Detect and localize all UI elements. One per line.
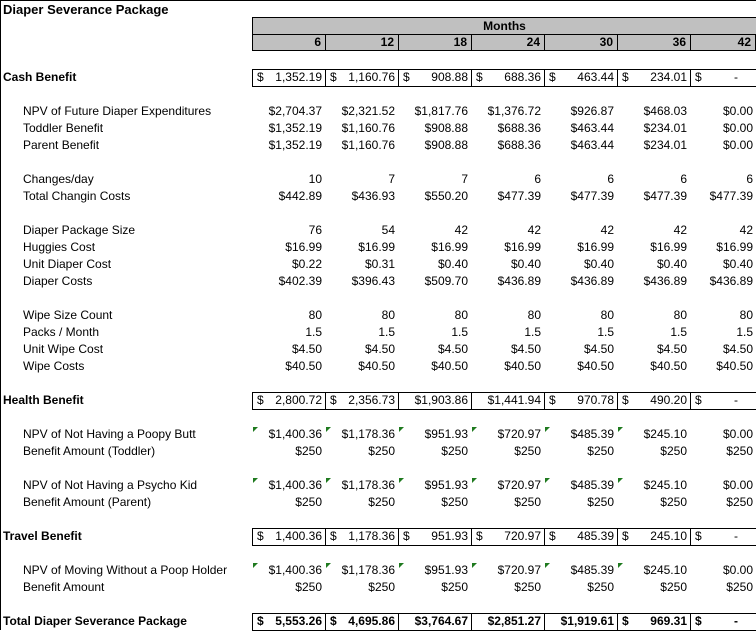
value-cell: $908.88 — [424, 121, 468, 135]
row-health-benefit — [0, 392, 756, 409]
months-header: Months — [252, 17, 756, 34]
value-cell: $250 — [295, 580, 322, 594]
value-cell: $477.39 — [709, 189, 753, 203]
value-cell: 42 — [454, 223, 468, 237]
row-unit-wipe-cost — [0, 341, 756, 358]
row-npv-future-diaper — [0, 103, 756, 120]
currency-symbol: $ — [622, 614, 629, 628]
value-cell: $4.50 — [656, 342, 687, 356]
currency-symbol: $ — [549, 70, 556, 84]
value-cell: $1,376.72 — [487, 104, 541, 118]
row-parent-benefit — [0, 137, 756, 154]
value-cell: 42 — [527, 223, 541, 237]
row-label: Wipe Costs — [23, 359, 85, 373]
value-cell: 80 — [527, 308, 541, 322]
value-cell: $250 — [441, 580, 468, 594]
value-cell: 6 — [746, 172, 753, 186]
value-cell: $463.44 — [570, 138, 614, 152]
value-cell: 42 — [673, 223, 687, 237]
value-cell: 80 — [454, 308, 468, 322]
value-cell: $688.36 — [497, 138, 541, 152]
cell-value: 970.78 — [577, 393, 614, 407]
row-diaper-package-size — [0, 222, 756, 239]
value-cell: $16.99 — [431, 240, 468, 254]
value-cell: $40.50 — [650, 359, 687, 373]
currency-symbol: $ — [403, 529, 410, 543]
value-cell: 80 — [673, 308, 687, 322]
value-cell: $4.50 — [291, 342, 322, 356]
cell-value: 485.39 — [577, 529, 614, 543]
currency-symbol: $ — [476, 529, 483, 543]
value-cell: $250 — [295, 495, 322, 509]
value-cell: $1,178.36 — [325, 562, 398, 579]
value-cell: $4.50 — [510, 342, 541, 356]
cell-value: $1,441.94 — [487, 393, 541, 407]
value-cell: $0.22 — [291, 257, 322, 271]
value-cell: $0.40 — [583, 257, 614, 271]
value-cell — [252, 393, 325, 409]
value-cell: $250 — [587, 580, 614, 594]
value-cell: $40.50 — [504, 359, 541, 373]
value-cell: $1,400.36 — [252, 562, 325, 579]
cell-value: 490.20 — [650, 393, 687, 407]
value-cell — [252, 70, 325, 86]
value-cell: $0.40 — [722, 257, 753, 271]
value-cell: $1,178.36 — [325, 426, 398, 443]
currency-symbol: $ — [622, 70, 629, 84]
value-cell — [471, 529, 544, 545]
cell-value: $1,903.86 — [414, 393, 468, 407]
value-cell: 1.5 — [451, 325, 468, 339]
value-cell: $250 — [295, 444, 322, 458]
value-cell: $436.89 — [709, 274, 753, 288]
value-cell: $951.93 — [398, 426, 471, 443]
value-cell: $40.50 — [358, 359, 395, 373]
cell-value: 1,352.19 — [275, 70, 322, 84]
value-cell: $0.00 — [722, 427, 753, 441]
value-cell: $396.43 — [351, 274, 395, 288]
value-cell — [617, 529, 690, 545]
value-cell: $250 — [660, 580, 687, 594]
cell-value: 463.44 — [577, 70, 614, 84]
value-cell: $485.39 — [544, 477, 617, 494]
value-cell — [690, 70, 756, 86]
value-cell: 1.5 — [736, 325, 753, 339]
value-cell — [325, 614, 398, 630]
value-cell: 7 — [461, 172, 468, 186]
value-cell — [471, 393, 544, 409]
value-cell: $4.50 — [722, 342, 753, 356]
value-cell: $234.01 — [643, 121, 687, 135]
cell-value: 1,160.76 — [348, 70, 395, 84]
value-cell: $485.39 — [544, 562, 617, 579]
value-cell: $250 — [587, 495, 614, 509]
row-label: Diaper Costs — [23, 274, 93, 288]
value-cell — [325, 393, 398, 409]
value-cell: 1.5 — [378, 325, 395, 339]
value-cell: $4.50 — [437, 342, 468, 356]
cell-value: $3,764.67 — [414, 614, 468, 628]
cell-value: $1,919.61 — [560, 614, 614, 628]
row-label: NPV of Not Having a Poopy Butt — [23, 427, 196, 441]
row-label: Total Diaper Severance Package — [3, 614, 187, 628]
currency-symbol: $ — [257, 529, 264, 543]
row-label: Parent Benefit — [23, 138, 100, 152]
row-wipe-size-count — [0, 307, 756, 324]
currency-symbol: $ — [549, 529, 556, 543]
value-cell: 10 — [308, 172, 322, 186]
value-cell: $250 — [441, 444, 468, 458]
cell-value: 2,800.72 — [275, 393, 322, 407]
value-cell: 54 — [381, 223, 395, 237]
value-cell — [398, 529, 471, 545]
value-cell: $234.01 — [643, 138, 687, 152]
value-cell: 7 — [388, 172, 395, 186]
row-packs-month — [0, 324, 756, 341]
value-cell — [252, 529, 325, 545]
value-cell: $4.50 — [583, 342, 614, 356]
value-cell: 1.5 — [597, 325, 614, 339]
value-cell: $16.99 — [504, 240, 541, 254]
value-cell: $720.97 — [471, 562, 544, 579]
value-cell: $550.20 — [424, 189, 468, 203]
value-cell — [398, 614, 471, 630]
currency-symbol: $ — [330, 614, 337, 628]
currency-symbol: $ — [695, 393, 702, 407]
value-cell — [325, 70, 398, 86]
row-npv-poopy-butt — [0, 426, 756, 443]
row-wipe-costs — [0, 358, 756, 375]
sheet-title: Diaper Severance Package — [3, 2, 169, 17]
month-header-cell: 24 — [471, 34, 544, 51]
value-cell: 6 — [680, 172, 687, 186]
value-cell: $250 — [726, 580, 753, 594]
value-cell: $40.50 — [716, 359, 753, 373]
value-cell: 1.5 — [670, 325, 687, 339]
cell-value: 2,356.73 — [348, 393, 395, 407]
row-npv-poop-holder — [0, 562, 756, 579]
value-cell: $245.10 — [617, 477, 690, 494]
cell-value: 720.97 — [504, 529, 541, 543]
cell-value: 1,400.36 — [275, 529, 322, 543]
row-cash-benefit — [0, 69, 756, 86]
value-cell: $16.99 — [650, 240, 687, 254]
value-cell: $1,352.19 — [268, 121, 322, 135]
value-cell: $688.36 — [497, 121, 541, 135]
value-cell: $250 — [514, 444, 541, 458]
currency-symbol: $ — [622, 393, 629, 407]
row-label: Packs / Month — [23, 325, 100, 339]
currency-symbol: $ — [695, 614, 702, 628]
value-cell: $402.39 — [278, 274, 322, 288]
value-cell — [617, 614, 690, 630]
value-cell: $250 — [441, 495, 468, 509]
row-total-severance — [0, 613, 756, 630]
row-label: Unit Wipe Cost — [23, 342, 104, 356]
currency-symbol: $ — [403, 70, 410, 84]
row-label: Health Benefit — [3, 393, 84, 407]
value-cell: $908.88 — [424, 138, 468, 152]
row-label: Changes/day — [23, 172, 94, 186]
value-cell: $0.00 — [722, 563, 753, 577]
value-cell: $0.40 — [510, 257, 541, 271]
value-cell: $2,321.52 — [341, 104, 395, 118]
value-cell — [617, 393, 690, 409]
row-label: Unit Diaper Cost — [23, 257, 112, 271]
row-label: Benefit Amount (Toddler) — [23, 444, 156, 458]
currency-symbol: $ — [330, 393, 337, 407]
value-cell — [325, 529, 398, 545]
value-cell — [471, 614, 544, 630]
value-cell: $250 — [660, 444, 687, 458]
currency-symbol: $ — [257, 70, 264, 84]
row-label: Wipe Size Count — [23, 308, 113, 322]
row-label: Toddler Benefit — [23, 121, 104, 135]
value-cell: $40.50 — [431, 359, 468, 373]
value-cell — [544, 393, 617, 409]
value-cell: 1.5 — [524, 325, 541, 339]
value-cell: $436.93 — [351, 189, 395, 203]
value-cell: $16.99 — [358, 240, 395, 254]
value-cell: $16.99 — [285, 240, 322, 254]
row-label: Huggies Cost — [23, 240, 96, 254]
cell-value: $2,851.27 — [487, 614, 541, 628]
value-cell — [544, 529, 617, 545]
value-cell: $436.89 — [643, 274, 687, 288]
value-cell — [690, 393, 756, 409]
value-cell: 1.5 — [305, 325, 322, 339]
value-cell: $436.89 — [497, 274, 541, 288]
month-header-cell: 12 — [325, 34, 398, 51]
row-npv-psycho-kid — [0, 477, 756, 494]
value-cell: $1,400.36 — [252, 426, 325, 443]
currency-symbol: $ — [549, 393, 556, 407]
value-cell — [398, 393, 471, 409]
cell-value: - — [734, 614, 738, 628]
row-benefit-amount — [0, 579, 756, 596]
row-diaper-costs — [0, 273, 756, 290]
value-cell: 42 — [739, 223, 753, 237]
value-cell: $250 — [660, 495, 687, 509]
value-cell: $250 — [514, 580, 541, 594]
value-cell: $250 — [726, 444, 753, 458]
value-cell: 6 — [534, 172, 541, 186]
value-cell: $2,704.37 — [268, 104, 322, 118]
value-cell: $720.97 — [471, 477, 544, 494]
value-cell: $509.70 — [424, 274, 468, 288]
row-label: Diaper Package Size — [23, 223, 136, 237]
value-cell: $468.03 — [643, 104, 687, 118]
value-cell: $926.87 — [570, 104, 614, 118]
value-cell: $1,160.76 — [341, 138, 395, 152]
value-cell: $0.40 — [437, 257, 468, 271]
value-cell: $16.99 — [577, 240, 614, 254]
value-cell — [398, 70, 471, 86]
currency-symbol: $ — [257, 393, 264, 407]
value-cell: $0.00 — [722, 478, 753, 492]
row-label: Benefit Amount (Parent) — [23, 495, 152, 509]
value-cell — [544, 614, 617, 630]
cell-value: 688.36 — [504, 70, 541, 84]
value-cell: $477.39 — [497, 189, 541, 203]
value-cell — [690, 614, 756, 630]
cell-value: - — [734, 70, 738, 84]
month-header-cell: 18 — [398, 34, 471, 51]
month-header-cell: 30 — [544, 34, 617, 51]
currency-symbol: $ — [695, 529, 702, 543]
value-cell: $250 — [368, 444, 395, 458]
value-cell: $250 — [368, 580, 395, 594]
cell-value: - — [734, 393, 738, 407]
row-label: NPV of Moving Without a Poop Holder — [23, 563, 228, 577]
month-header-cell: 42 — [690, 34, 756, 51]
row-label: NPV of Future Diaper Expenditures — [23, 104, 212, 118]
cell-value: - — [734, 529, 738, 543]
currency-symbol: $ — [257, 614, 264, 628]
value-cell: $245.10 — [617, 426, 690, 443]
row-label: Cash Benefit — [3, 70, 77, 84]
row-unit-diaper-cost — [0, 256, 756, 273]
value-cell — [690, 529, 756, 545]
value-cell: 42 — [600, 223, 614, 237]
row-total-changin-costs — [0, 188, 756, 205]
value-cell: 80 — [600, 308, 614, 322]
value-cell — [252, 614, 325, 630]
cell-value: 969.31 — [650, 614, 687, 628]
value-cell: $442.89 — [278, 189, 322, 203]
value-cell: $250 — [368, 495, 395, 509]
cell-value: 1,178.36 — [348, 529, 395, 543]
row-label: Total Changin Costs — [23, 189, 131, 203]
value-cell: $436.89 — [570, 274, 614, 288]
value-cell: $0.00 — [722, 138, 753, 152]
month-columns-header — [252, 34, 756, 51]
value-cell: $4.50 — [364, 342, 395, 356]
value-cell: $1,817.76 — [414, 104, 468, 118]
value-cell: $245.10 — [617, 562, 690, 579]
currency-symbol: $ — [695, 70, 702, 84]
value-cell: $16.99 — [716, 240, 753, 254]
sheet-top-rule — [0, 0, 756, 1]
row-label: NPV of Not Having a Psycho Kid — [23, 478, 198, 492]
value-cell: $0.00 — [722, 121, 753, 135]
cell-value: 234.01 — [650, 70, 687, 84]
row-huggies-cost — [0, 239, 756, 256]
cell-value: 5,553.26 — [275, 614, 322, 628]
currency-symbol: $ — [622, 529, 629, 543]
currency-symbol: $ — [476, 70, 483, 84]
value-cell: $250 — [587, 444, 614, 458]
value-cell — [471, 70, 544, 86]
value-cell — [617, 70, 690, 86]
value-cell: $951.93 — [398, 562, 471, 579]
cell-value: 908.88 — [431, 70, 468, 84]
value-cell: $1,352.19 — [268, 138, 322, 152]
value-cell: $40.50 — [577, 359, 614, 373]
month-header-cell: 36 — [617, 34, 690, 51]
row-label: Benefit Amount — [23, 580, 105, 594]
value-cell: 6 — [607, 172, 614, 186]
month-header-cell: 6 — [252, 34, 325, 51]
value-cell: $477.39 — [570, 189, 614, 203]
cell-value: 4,695.86 — [348, 614, 395, 628]
value-cell: $485.39 — [544, 426, 617, 443]
value-cell: $477.39 — [643, 189, 687, 203]
currency-symbol: $ — [330, 70, 337, 84]
value-cell: 80 — [308, 308, 322, 322]
value-cell: 76 — [308, 223, 322, 237]
row-benefit-amount-parent — [0, 494, 756, 511]
value-cell: $0.00 — [722, 104, 753, 118]
value-cell: 80 — [739, 308, 753, 322]
value-cell: $463.44 — [570, 121, 614, 135]
currency-symbol: $ — [330, 529, 337, 543]
row-label: Travel Benefit — [3, 529, 82, 543]
value-cell: $1,400.36 — [252, 477, 325, 494]
value-cell: $720.97 — [471, 426, 544, 443]
value-cell — [544, 70, 617, 86]
value-cell: $0.40 — [656, 257, 687, 271]
value-cell: $40.50 — [285, 359, 322, 373]
value-cell: $0.31 — [364, 257, 395, 271]
value-cell: $1,178.36 — [325, 477, 398, 494]
value-cell: 80 — [381, 308, 395, 322]
row-benefit-amount-toddler — [0, 443, 756, 460]
row-travel-benefit — [0, 528, 756, 545]
row-changes-day — [0, 171, 756, 188]
value-cell: $250 — [514, 495, 541, 509]
cell-value: 245.10 — [650, 529, 687, 543]
cell-value: 951.93 — [431, 529, 468, 543]
value-cell: $1,160.76 — [341, 121, 395, 135]
value-cell: $951.93 — [398, 477, 471, 494]
row-toddler-benefit — [0, 120, 756, 137]
value-cell: $250 — [726, 495, 753, 509]
